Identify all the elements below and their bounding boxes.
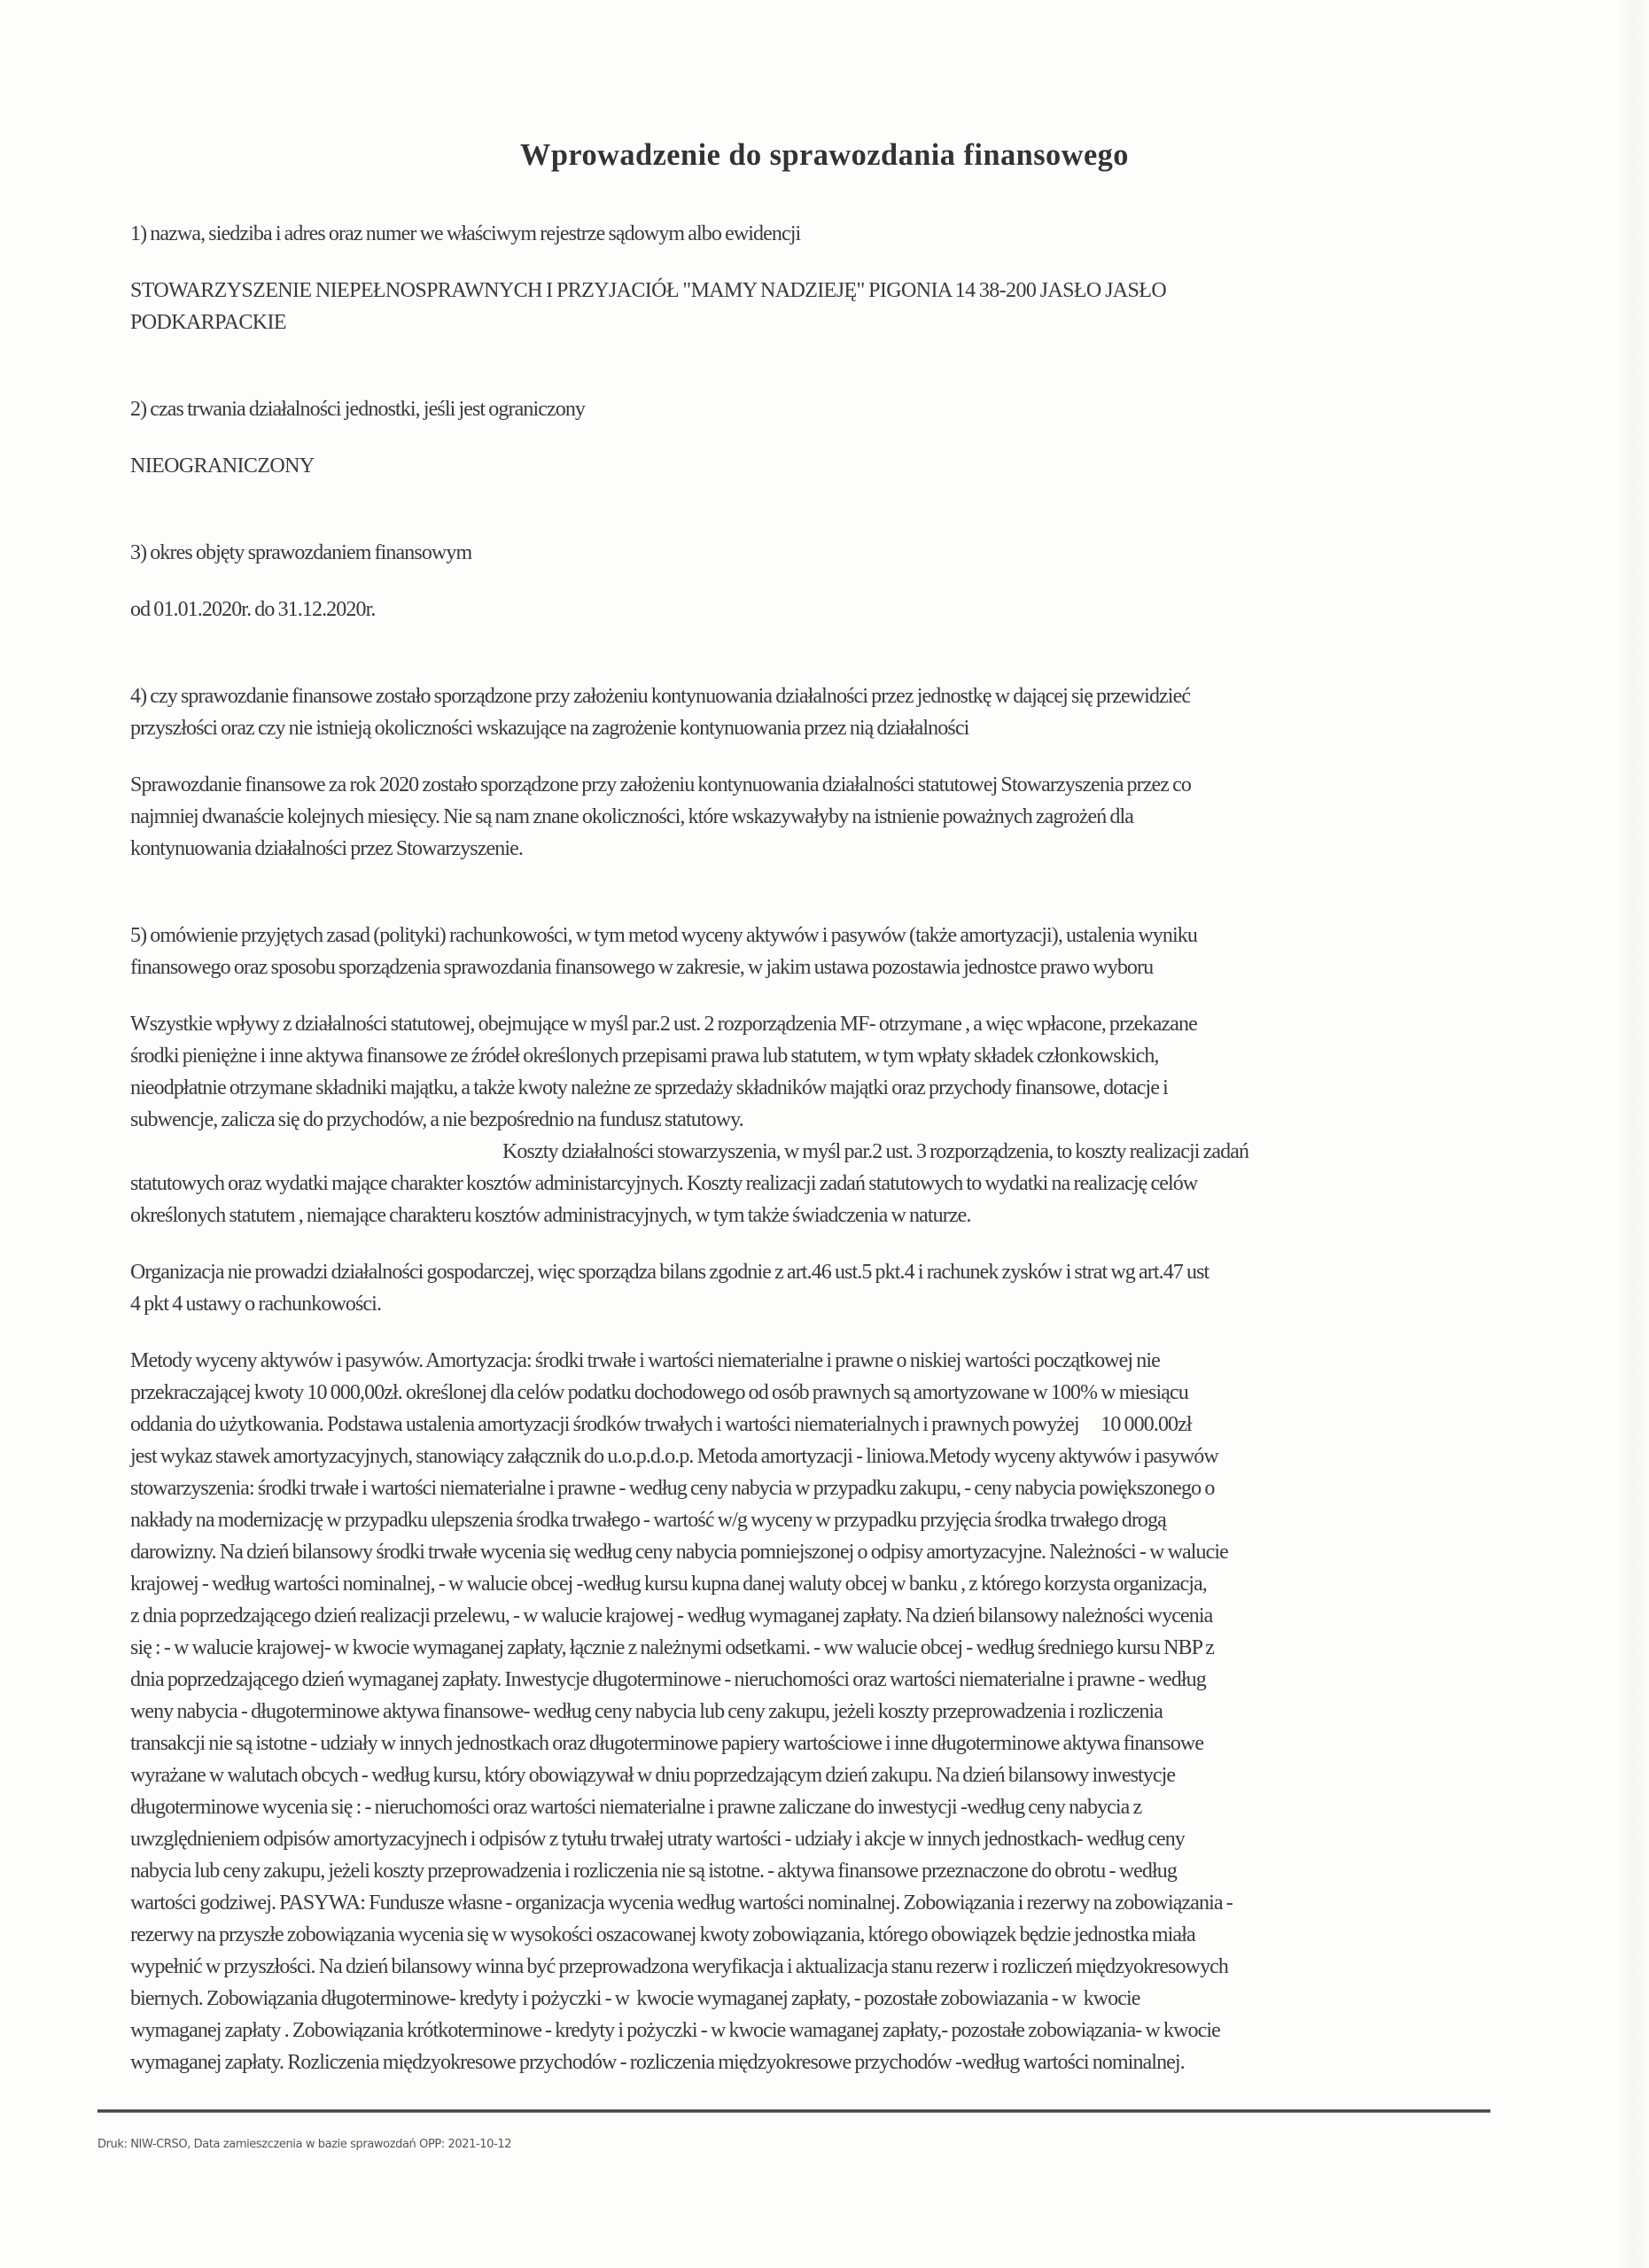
paragraph-line: statutowych oraz wydatki mające charakter kosztów administarcyjnych. Koszty realizacji zadań statutowych to wydatki na realizację celów <box>130 1172 1198 1195</box>
section-question: 2) czas trwania działalności jednostki, jeśli jest ograniczony <box>130 398 586 421</box>
section-answer: NIEOGRANICZONY <box>130 454 315 478</box>
section-answer: od 01.01.2020r. do 31.12.2020r. <box>130 598 376 621</box>
paragraph-no-business-activity <box>130 1256 1495 1320</box>
section-answer-line: PODKARPACKIE <box>130 311 286 334</box>
paragraph-line: uwzględnieniem odpisów amortyzacyjnech i odpisów z tytułu trwałej utraty wartości - udziały i akcje w innych jednostkach- według ceny <box>130 1828 1185 1851</box>
paragraph-line: wypełnić w przyszłości. Na dzień bilansowy winna być przeprowadzona weryfikacja i aktualizacja stanu rezerw i rozliczeń międzyokresowych <box>130 1955 1229 1978</box>
paragraph-line: darowizny. Na dzień bilansowy środki trwałe wycenia się według ceny nabycia pomniejszonej o odpisy amortyzacyjne. Należności - w walucie <box>130 1541 1228 1564</box>
section-question-line: finansowego oraz sposobu sporządzenia sprawozdania finansowego w zakresie, w jakim ustawa pozostawia jednostce prawo wyboru <box>130 956 1154 979</box>
paragraph-line: nieodpłatnie otrzymane składniki majątku, a także kwoty należne ze sprzedaży składników majątki oraz przychody finansowe, dotacje i <box>130 1076 1168 1099</box>
paragraph-line: przekraczającej kwoty 10 000,00zł. określonej dla celów podatku dochodowego od osób prawnych są amortyzowane w 100% w miesiącu <box>130 1381 1188 1404</box>
section-5-accounting-policies <box>130 920 1495 2078</box>
section-2-duration <box>130 393 1495 482</box>
paragraph-line: oddania do użytkowania. Podstawa ustalenia amortyzacji środków trwałych i wartości niematerialnych i prawnych powyżej 10 000.00zł <box>130 1413 1192 1436</box>
paragraph-line: transakcji nie są istotne - udziały w innych jednostkach oraz długoterminowe papiery wartościowe i inne długoterminowe aktywa finansowe <box>130 1732 1204 1755</box>
paragraph-line: z dnia poprzedzającego dzień realizacji przelewu, - w walucie krajowej - według wymaganej zapłaty. Na dzień bilansowy należności wycenia <box>130 1604 1213 1627</box>
paragraph-line: Organizacja nie prowadzi działalności gospodarczej, więc sporządza bilans zgodnie z art.46 ust.5 pkt.4 i rachunek zysków i strat wg art.47 ust <box>130 1261 1210 1284</box>
section-answer-line: najmniej dwanaście kolejnych miesięcy. Nie są nam znane okoliczności, które wskazywałyby na istnienie poważnych zagrożeń dla <box>130 805 1134 828</box>
scan-edge-shadow <box>1614 0 1649 2268</box>
section-answer-line: Sprawozdanie finansowe za rok 2020 zostało sporządzone przy założeniu kontynuowania działalności statutowej Stowarzyszenia przez co <box>130 773 1191 796</box>
section-question: 3) okres objęty sprawozdaniem finansowym <box>130 541 472 564</box>
section-question-line: 5) omówienie przyjętych zasad (polityki) rachunkowości, w tym metod wyceny aktywów i pasywów (także amortyzacji), ustalenia wyniku <box>130 924 1197 947</box>
paragraph-line: krajowej - według wartości nominalnej, - w walucie obcej -według kursu kupna danej waluty obcej w banku , z którego korzysta organizacja, <box>130 1573 1207 1596</box>
paragraph-line: wymaganej zapłaty. Rozliczenia międzyokresowe przychodów - rozliczenia międzyokresowe przychodów -według wartości nominalnej. <box>130 2051 1185 2074</box>
paragraph-line: biernych. Zobowiązania długoterminowe- kredyty i pożyczki - w kwocie wymaganej zapłaty, - pozostałe zobowiazania - w kwocie <box>130 1987 1140 2010</box>
paragraph-line: dnia poprzedzającego dzień wymaganej zapłaty. Inwestycje długoterminowe - nieruchomości oraz wartości niematerialne i prawne - według <box>130 1668 1206 1691</box>
paragraph-line: wyrażane w walutach obcych - według kursu, który obowiązywał w dniu poprzedzającym dzień zakupu. Na dzień bilansowy inwestycje <box>130 1764 1176 1787</box>
paragraph-line: nakłady na modernizację w przypadku ulepszenia środka trwałego - wartość w/g wyceny w przypadku przyjęcia środka trwałego drogą <box>130 1509 1166 1532</box>
paragraph-line: rezerwy na przyszłe zobowiązania wycenia się w wysokości oszacowanej kwoty zobowiązania, którego obowiązek będzie jednostka miała <box>130 1923 1195 1946</box>
paragraph-line: nabycia lub ceny zakupu, jeżeli koszty przeprowadzenia i rozliczenia nie są istotne. - aktywa finansowe przeznaczone do obrotu - według <box>130 1860 1177 1883</box>
paragraph-line: środki pieniężne i inne aktywa finansowe ze źródeł określonych przepisami prawa lub statutem, w tym wpłaty składek członkowskich, <box>130 1045 1159 1068</box>
footer-divider <box>97 2109 1490 2112</box>
section-question-line: przyszłości oraz czy nie istnieją okoliczności wskazujące na zagrożenie kontynuowania przez nią działalności <box>130 717 969 740</box>
paragraph-line: wartości godziwej. PASYWA: Fundusze własne - organizacja wycenia według wartości nominalnej. Zobowiązania i rezerwy na zobowiązania - <box>130 1891 1233 1915</box>
paragraph-valuation-methods <box>130 1345 1495 2078</box>
footer-print-note: Druk: NIW-CRSO, Data zamieszczenia w bazie sprawozdań OPP: 2021-10-12 <box>97 2138 512 2151</box>
section-4-going-concern <box>130 680 1495 865</box>
section-3-reporting-period <box>130 537 1495 625</box>
document-body <box>130 218 1495 2078</box>
section-answer-line: kontynuowania działalności przez Stowarzyszenie. <box>130 837 523 860</box>
section-answer-line: STOWARZYSZENIE NIEPEŁNOSPRAWNYCH I PRZYJACIÓŁ "MAMY NADZIEJĘ" PIGONIA 14 38-200 JASŁO JASŁO <box>130 279 1167 302</box>
paragraph-line: subwencje, zalicza się do przychodów, a nie bezpośrednio na fundusz statutowy. <box>130 1108 743 1131</box>
paragraph-line: określonych statutem , niemające charakteru kosztów administracyjnych, w tym także świadczenia w naturze. <box>130 1204 971 1227</box>
page-title: Wprowadzenie do sprawozdania finansowego <box>520 137 1129 173</box>
paragraph-line: 4 pkt 4 ustawy o rachunkowości. <box>130 1293 382 1316</box>
section-question-line: 4) czy sprawozdanie finansowe zostało sporządzone przy założeniu kontynuowania działalności przez jednostkę w dającej się przewidzieć <box>130 685 1191 708</box>
paragraph-line: długoterminowe wycenia się : - nieruchomości oraz wartości niematerialne i prawne zaliczane do inwestycji -według ceny nabycia z <box>130 1796 1142 1819</box>
paragraph-line: Metody wyceny aktywów i pasywów. Amortyzacja: środki trwałe i wartości niematerialne i prawne o niskiej wartości początkowej nie <box>130 1349 1160 1372</box>
section-1-name-address <box>130 218 1495 338</box>
paragraph-line: jest wykaz stawek amortyzacyjnych, stanowiący załącznik do u.o.p.d.o.p. Metoda amortyzacji - liniowa.Metody wyceny aktywów i pasywów <box>130 1445 1218 1468</box>
paragraph-revenues-costs <box>130 1008 1495 1231</box>
paragraph-line: Koszty działalności stowarzyszenia, w myśl par.2 ust. 3 rozporządzenia, to koszty realizacji zadań <box>502 1140 1249 1163</box>
paragraph-line: wymaganej zapłaty . Zobowiązania krótkoterminowe - kredyty i pożyczki - w kwocie wamaganej zapłaty,- pozostałe zobowiązania- w kwocie <box>130 2019 1220 2042</box>
paragraph-line: weny nabycia - długoterminowe aktywa finansowe- według ceny nabycia lub ceny zakupu, jeżeli koszty przeprowadzenia i rozliczenia <box>130 1700 1163 1723</box>
paragraph-line: Wszystkie wpływy z działalności statutowej, obejmujące w myśl par.2 ust. 2 rozporządzenia MF- otrzymane , a więc wpłacone, przekazane <box>130 1013 1197 1036</box>
paragraph-line: stowarzyszenia: środki trwałe i wartości niematerialne i prawne - według ceny nabycia w przypadku zakupu, - ceny nabycia powiększonego o <box>130 1477 1215 1500</box>
section-question: 1) nazwa, siedziba i adres oraz numer we właściwym rejestrze sądowym albo ewidencji <box>130 222 801 245</box>
paragraph-line: się : - w walucie krajowej- w kwocie wymaganej zapłaty, łącznie z należnymi odsetkami. - ww walucie obcej - według średniego kursu NBP z <box>130 1636 1215 1659</box>
